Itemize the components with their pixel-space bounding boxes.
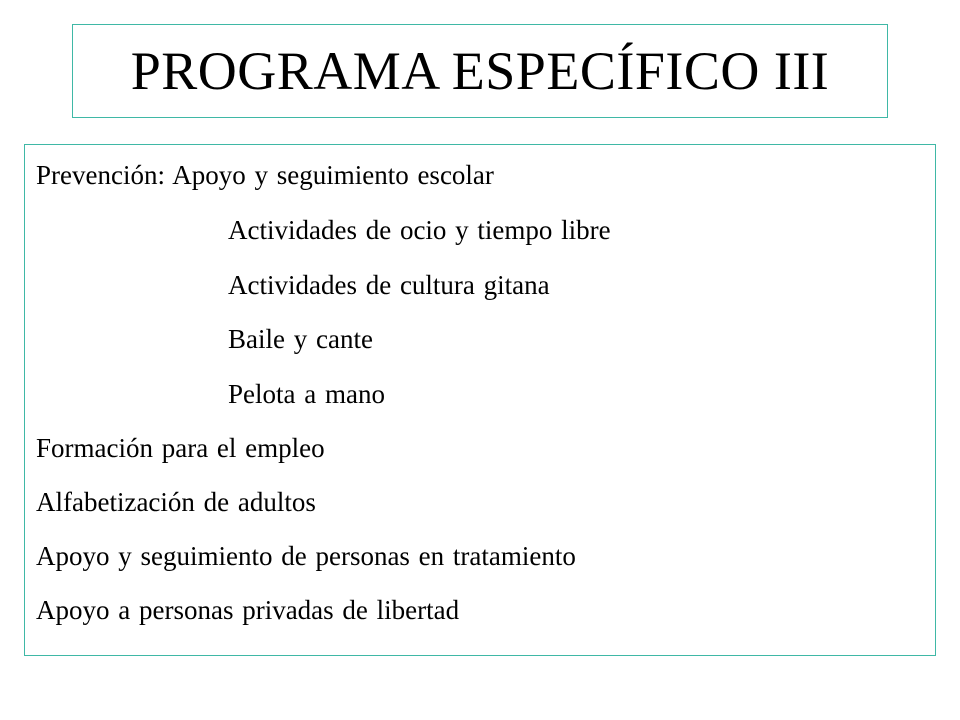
slide-title: PROGRAMA ESPECÍFICO III <box>130 41 830 101</box>
content-line-prevencion: Prevención: Apoyo y seguimiento escolar <box>36 160 494 190</box>
content-line-alfabetizacion: Alfabetización de adultos <box>36 487 316 517</box>
content-line-formacion: Formación para el empleo <box>36 433 325 463</box>
content-box <box>24 144 936 656</box>
content-line-libertad: Apoyo a personas privadas de libertad <box>36 595 460 625</box>
content-line-cultura: Actividades de cultura gitana <box>228 270 550 300</box>
content-line-baile: Baile y cante <box>228 324 373 354</box>
content-line-pelota: Pelota a mano <box>228 379 385 409</box>
content-line-ocio: Actividades de ocio y tiempo libre <box>228 215 611 245</box>
content-line-tratamiento: Apoyo y seguimiento de personas en tratamiento <box>36 541 576 571</box>
title-box <box>72 24 888 118</box>
